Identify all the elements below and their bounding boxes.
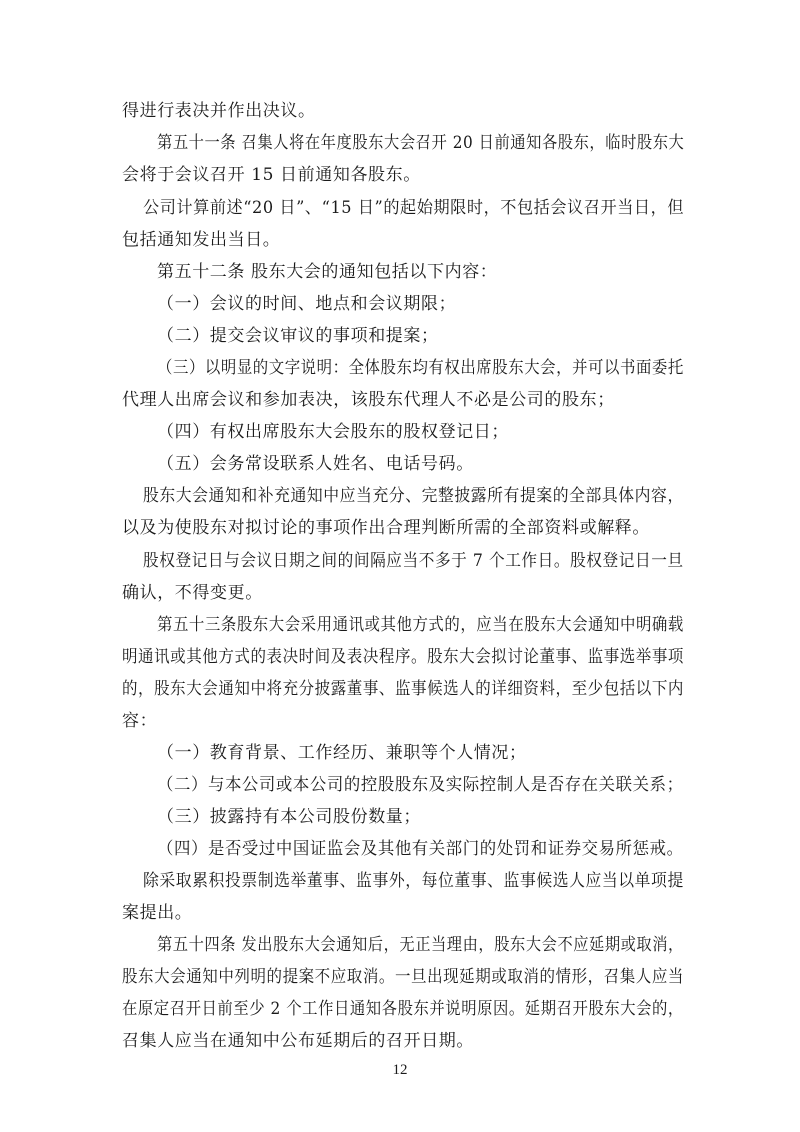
text-line: （四）有权出席股东大会股东的股权登记日； bbox=[157, 422, 509, 442]
text-line: 第五十四条 发出股东大会通知后，无正当理由，股东大会不应延期或取消， bbox=[157, 935, 684, 955]
text-line: 以及为使股东对拟讨论的事项作出合理判断所需的全部资料或解释。 bbox=[122, 518, 650, 538]
text-line: 会将于会议召开 15 日前通知各股东。 bbox=[122, 165, 421, 185]
text-line: 股东大会通知中列明的提案不应取消。一旦出现延期或取消的情形，召集人应当 bbox=[122, 967, 684, 987]
text-line: （二）与本公司或本公司的控股股东及实际控制人是否存在关联关系； bbox=[157, 775, 684, 795]
page-number: 12 bbox=[392, 1062, 408, 1078]
text-line: 第五十三条股东大会采用通讯或其他方式的，应当在股东大会通知中明确载 bbox=[157, 615, 684, 635]
text-line: （三）以明显的文字说明：全体股东均有权出席股东大会，并可以书面委托 bbox=[157, 358, 684, 378]
text-line: 在原定召开日前至少 2 个工作日通知各股东并说明原因。延期召开股东大会的， bbox=[122, 999, 684, 1019]
text-line: 公司计算前述“20 日”、“15 日”的起始期限时，不包括会议召开当日，但 bbox=[143, 198, 685, 218]
text-line: 第五十一条 召集人将在年度股东大会召开 20 日前通知各股东，临时股东大 bbox=[157, 133, 685, 153]
text-line: （五）会务常设联系人姓名、电话号码。 bbox=[157, 454, 474, 474]
text-line: 确认，不得变更。 bbox=[122, 583, 263, 603]
text-line: （一）教育背景、工作经历、兼职等个人情况； bbox=[157, 743, 527, 763]
text-line: （四）是否受过中国证监会及其他有关部门的处罚和证券交易所惩戒。 bbox=[157, 839, 684, 859]
text-line: 容： bbox=[122, 711, 158, 731]
text-line: 包括通知发出当日。 bbox=[122, 230, 281, 250]
text-line: 代理人出席会议和参加表决，该股东代理人不必是公司的股东； bbox=[122, 390, 615, 410]
text-line: 股权登记日与会议日期之间的间隔应当不多于 7 个工作日。股权登记日一旦 bbox=[143, 551, 684, 571]
text-line: 除采取累积投票制选举董事、监事外，每位董事、监事候选人应当以单项提 bbox=[143, 871, 684, 891]
text-line: 第五十二条 股东大会的通知包括以下内容： bbox=[157, 262, 498, 282]
text-line: 明通讯或其他方式的表决时间及表决程序。股东大会拟讨论董事、监事选举事项 bbox=[122, 647, 684, 667]
text-line: 股东大会通知和补充通知中应当充分、完整披露所有提案的全部具体内容， bbox=[143, 486, 684, 506]
text-line: （一）会议的时间、地点和会议期限； bbox=[157, 294, 457, 314]
text-line: 案提出。 bbox=[122, 903, 193, 923]
text-line: （三）披露持有本公司股份数量； bbox=[157, 807, 421, 827]
text-line: （二）提交会议审议的事项和提案； bbox=[157, 326, 439, 346]
text-line: 得进行表决并作出决议。 bbox=[122, 101, 316, 121]
text-line: 的，股东大会通知中将充分披露董事、监事候选人的详细资料，至少包括以下内 bbox=[122, 679, 684, 699]
text-line: 召集人应当在通知中公布延期后的召开日期。 bbox=[122, 1031, 474, 1051]
